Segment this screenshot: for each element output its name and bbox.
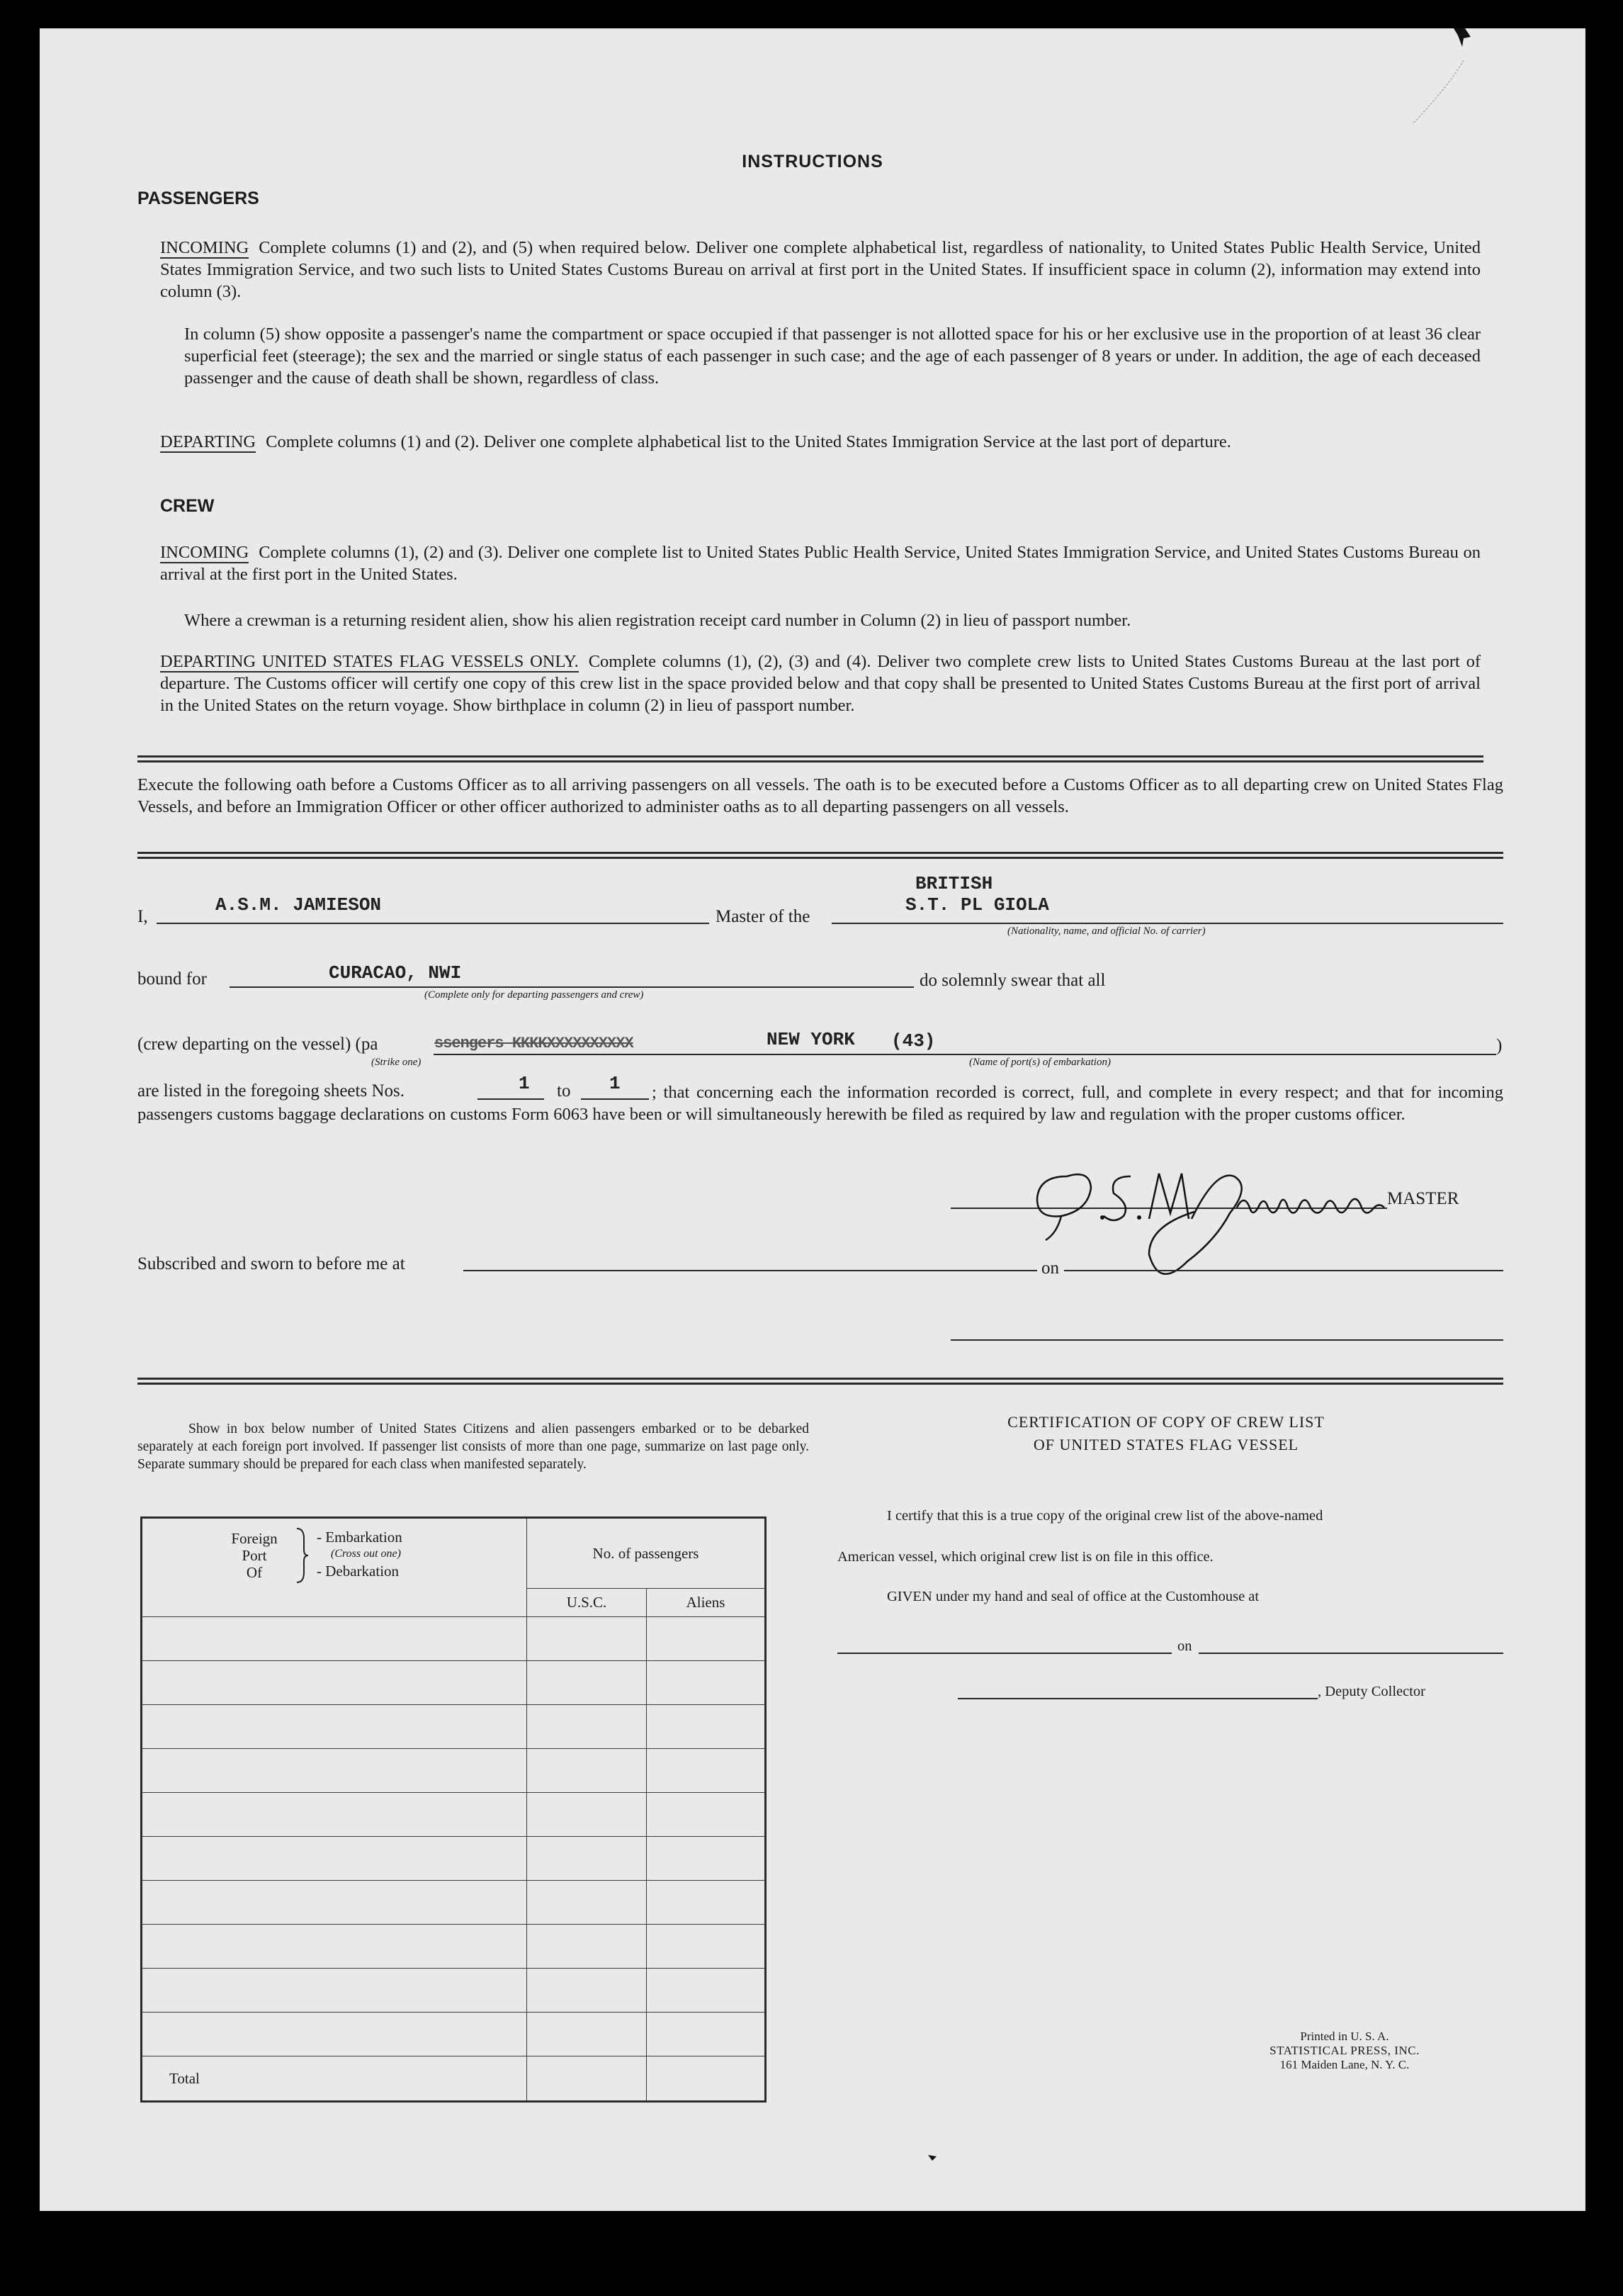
aliens-cell[interactable] xyxy=(647,1793,766,1837)
corner-mark xyxy=(1449,28,1478,50)
aliens-cell[interactable] xyxy=(647,1749,766,1793)
summary-intro: Show in box below number of United States Citizens and alien passengers embarked or to be debarked separately at each foreign port involved. If passenger list consists of more than one page, summarize on last page only. Separate summary should be prepared for each class when manifested separately. xyxy=(137,1422,809,1472)
crew-departing-text: Complete columns (1), (2), (3) and (4). Deliver two complete crew lists to United States Customs Bureau at the last port of departure. The Customs officer will certify one copy of this crew list in the space provided below and that copy shall be presented to United States Customs Bureau at the first port of arrival in the United States on the return voyage. Show birthplace in column (2) in lieu of passport number. xyxy=(160,652,1481,715)
crew-incoming-paragraph xyxy=(160,541,1481,585)
of-label: Of xyxy=(246,1564,263,1581)
passengers-incoming-paragraph xyxy=(160,237,1481,303)
usc-cell[interactable] xyxy=(527,1925,647,1969)
usc-header: U.S.C. xyxy=(527,1589,647,1617)
aliens-cell[interactable] xyxy=(647,1661,766,1705)
swear-text: do solemnly swear that all xyxy=(920,971,1106,990)
aliens-cell[interactable] xyxy=(647,1925,766,1969)
bottom-mark xyxy=(927,2153,938,2161)
table-row xyxy=(142,2013,766,2056)
struck-passengers-text: ssengers KKKKXXXXXXXXXX xyxy=(434,1035,633,1052)
printer-line-3: 161 Maiden Lane, N. Y. C. xyxy=(1279,2058,1410,2071)
no-of-passengers-header: No. of passengers xyxy=(527,1518,766,1589)
passengers-heading: PASSENGERS xyxy=(137,188,259,208)
cert-date-line xyxy=(1199,1653,1503,1654)
usc-cell[interactable] xyxy=(527,1837,647,1881)
port-cell[interactable] xyxy=(142,1925,527,1969)
aliens-cell[interactable] xyxy=(647,2013,766,2056)
certification-title-1: CERTIFICATION OF COPY OF CREW LIST xyxy=(1007,1413,1325,1431)
double-rule-3 xyxy=(137,1378,1503,1385)
embarkation-port-value: NEW YORK xyxy=(767,1029,855,1050)
foreign-port-header xyxy=(142,1518,527,1617)
given-text: GIVEN under my hand and seal of office at the Customhouse at xyxy=(887,1589,1260,1604)
passengers-departing-text: Complete columns (1) and (2). Deliver one complete alphabetical list to the United States Immigration Service at the last port of departure. xyxy=(266,432,1231,451)
master-signature xyxy=(1024,1148,1421,1283)
usc-cell[interactable] xyxy=(527,1617,647,1661)
table-row xyxy=(142,1793,766,1837)
port-cell[interactable] xyxy=(142,1661,527,1705)
aliens-cell[interactable] xyxy=(647,1881,766,1925)
table-row xyxy=(142,1705,766,1749)
master-name-line xyxy=(157,923,709,924)
destination-value: CURACAO, NWI xyxy=(329,962,462,984)
foreign-label: Foreign xyxy=(231,1530,278,1547)
crew-departing-label: DEPARTING UNITED STATES FLAG VESSELS ONLY. xyxy=(160,652,579,671)
crew-incoming-text: Complete columns (1), (2) and (3). Deliver one complete list to United States Public Health Service, United States Immigration Service, and United States Customs Bureau on arrival at the first port in the United States. xyxy=(160,543,1481,584)
to-label: to xyxy=(557,1081,571,1101)
certification-title-2: OF UNITED STATES FLAG VESSEL xyxy=(1033,1436,1299,1453)
passengers-incoming-text: Complete columns (1) and (2), and (5) when required below. Deliver one complete alphabetical list, regardless of nationality, to United States Public Health Service, United States Immigration Service, and two such lists to United States Customs Bureau on arrival at first port in the United States. If insufficient space in column (2), information may extend into column (3). xyxy=(160,238,1481,301)
carrier-caption: (Nationality, name, and official No. of carrier) xyxy=(1007,925,1206,937)
port-cell[interactable] xyxy=(142,1749,527,1793)
table-row xyxy=(142,1969,766,2013)
pencil-stroke xyxy=(1407,57,1471,128)
deputy-collector-label: , Deputy Collector xyxy=(1318,1684,1426,1699)
listed-text-1: are listed in the foregoing sheets Nos. xyxy=(137,1081,405,1101)
bound-caption: (Complete only for departing passengers and crew) xyxy=(424,989,644,1001)
master-label: MASTER xyxy=(1387,1189,1459,1208)
table-row xyxy=(142,1925,766,1969)
strike-caption: (Strike one) xyxy=(371,1057,422,1068)
passengers-column5-paragraph: In column (5) show opposite a passenger's name the compartment or space occupied if that passenger is not allotted space for his or her exclusive use in the proportion of at least 36 clear superficial feet (steerage); the sex and the married or single status of each passenger in such case; and the age of each passenger of 8 years or under. In addition, the age of each deceased passenger and the cause of death shall be shown, regardless of class. xyxy=(184,325,1481,388)
printer-imprint xyxy=(1244,2030,1445,2072)
port-cell[interactable] xyxy=(142,1837,527,1881)
printer-line-1: Printed in U. S. A. xyxy=(1300,2030,1389,2043)
passengers-departing-label: DEPARTING xyxy=(160,432,256,451)
sworn-place-line xyxy=(463,1270,1037,1271)
port-cell[interactable] xyxy=(142,1617,527,1661)
usc-cell[interactable] xyxy=(527,1793,647,1837)
aliens-cell[interactable] xyxy=(647,1705,766,1749)
vessel-line xyxy=(832,923,1503,924)
destination-line xyxy=(230,986,914,988)
deputy-signature-line xyxy=(958,1698,1318,1699)
table-row xyxy=(142,1837,766,1881)
master-of-label: Master of the xyxy=(716,907,810,926)
table-row xyxy=(142,1617,766,1661)
table-row xyxy=(142,1661,766,1705)
usc-cell[interactable] xyxy=(527,2013,647,2056)
crew-heading: CREW xyxy=(160,496,215,516)
customhouse-line xyxy=(837,1653,1172,1654)
debarkation-option: - Debarkation xyxy=(317,1563,400,1580)
embarkation-option: - Embarkation xyxy=(317,1529,402,1546)
officer-signature-line xyxy=(951,1339,1503,1341)
crew-alien-paragraph: Where a crewman is a returning resident alien, show his alien registration receipt card number in Column (2) in lieu of passport number. xyxy=(184,611,1131,630)
sheet-to-value: 1 xyxy=(609,1073,621,1094)
usc-total-cell[interactable] xyxy=(527,2056,647,2102)
certify-text-2: American vessel, which original crew list is on file in this office. xyxy=(837,1549,1214,1565)
port-cell[interactable] xyxy=(142,1881,527,1925)
document-page xyxy=(40,28,1585,2211)
passenger-summary-table xyxy=(140,1516,767,2103)
table-row xyxy=(142,1881,766,1925)
i-label: I, xyxy=(137,907,148,926)
instructions-title: INSTRUCTIONS xyxy=(742,152,883,171)
usc-cell[interactable] xyxy=(527,1705,647,1749)
embarkation-caption: (Name of port(s) of embarkation) xyxy=(969,1057,1111,1068)
usc-cell[interactable] xyxy=(527,1881,647,1925)
double-rule-1 xyxy=(137,755,1483,762)
cert-on-label: on xyxy=(1177,1638,1192,1654)
double-rule-2 xyxy=(137,852,1503,859)
total-row xyxy=(142,2056,766,2102)
listed-text-2: ; that concerning each the information recorded is correct, full, and complete in every respect; and that for incoming passengers customs baggage declarations on customs Form 6063 have been or will simultaneously herewith be filed as required by law and regulation with the proper customs officer. xyxy=(137,1083,1503,1124)
master-name-value: A.S.M. JAMIESON xyxy=(215,894,382,916)
aliens-cell[interactable] xyxy=(647,1837,766,1881)
embarkation-number-value: (43) xyxy=(891,1030,936,1052)
usc-cell[interactable] xyxy=(527,1749,647,1793)
passengers-departing-paragraph xyxy=(160,431,1481,453)
usc-cell[interactable] xyxy=(527,1661,647,1705)
brace-icon xyxy=(295,1527,310,1587)
port-cell[interactable] xyxy=(142,1793,527,1837)
nationality-value: BRITISH xyxy=(915,873,993,894)
usc-cell[interactable] xyxy=(527,1969,647,2013)
table-row xyxy=(142,1749,766,1793)
crew-departing-paragraph xyxy=(160,651,1481,716)
certify-text-1: I certify that this is a true copy of the original crew list of the above-named xyxy=(887,1508,1323,1524)
port-label: Port xyxy=(242,1547,267,1564)
subscribed-label: Subscribed and sworn to before me at xyxy=(137,1254,405,1273)
embarkation-line xyxy=(434,1054,1496,1055)
total-label: Total xyxy=(142,2056,527,2102)
oath-intro-paragraph: Execute the following oath before a Customs Officer as to all arriving passengers on all vessels. The oath is to be executed before a Customs Officer as to all departing crew on United States Flag Vessels, and before an Immigration Officer or other officer authorized to administer oaths as to all departing passengers on all vessels. xyxy=(137,775,1503,816)
bound-for-label: bound for xyxy=(137,969,207,989)
sworn-date-line xyxy=(1064,1270,1503,1271)
crew-incoming-label: INCOMING xyxy=(160,543,249,562)
cross-out-note: (Cross out one) xyxy=(331,1548,401,1560)
close-paren: ) xyxy=(1496,1036,1503,1055)
sheet-from-value: 1 xyxy=(519,1073,530,1094)
crew-departing-prefix: (crew departing on the vessel) (pa xyxy=(137,1035,378,1054)
vessel-name-value: S.T. PL GIOLA xyxy=(905,894,1049,916)
sworn-on-label: on xyxy=(1041,1259,1059,1278)
aliens-total-cell[interactable] xyxy=(647,2056,766,2102)
port-cell[interactable] xyxy=(142,2013,527,2056)
port-cell[interactable] xyxy=(142,1705,527,1749)
aliens-cell[interactable] xyxy=(647,1969,766,2013)
printer-line-2: STATISTICAL PRESS, INC. xyxy=(1269,2044,1420,2057)
port-cell[interactable] xyxy=(142,1969,527,2013)
aliens-header: Aliens xyxy=(647,1589,766,1617)
passengers-incoming-label: INCOMING xyxy=(160,238,249,257)
aliens-cell[interactable] xyxy=(647,1617,766,1661)
